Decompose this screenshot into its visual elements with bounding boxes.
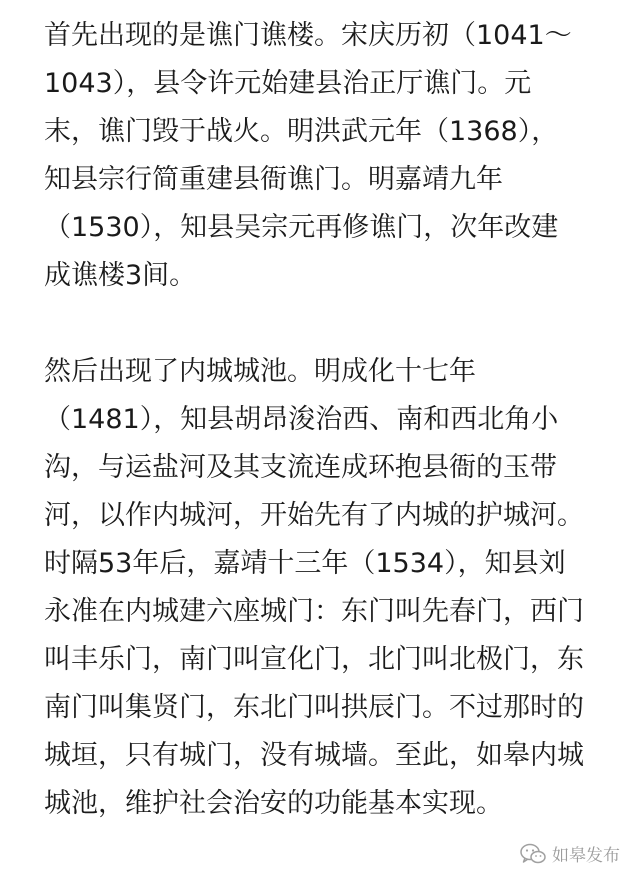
article-body	[44, 12, 604, 828]
text-line: （1481），知县胡昂浚治西、南和西北角小	[44, 404, 559, 435]
text-line: 永准在内城建六座城门：东门叫先春门，西门	[44, 596, 584, 627]
text-line: 南门叫集贤门，东北门叫拱辰门。不过那时的	[44, 692, 584, 723]
wechat-icon	[520, 843, 546, 865]
watermark-text: 如皋发布	[552, 846, 620, 866]
text-line: 城池，维护社会治安的功能基本实现。	[44, 788, 503, 819]
paragraph-spacer	[44, 300, 604, 348]
text-line: 知县宗行简重建县衙谯门。明嘉靖九年	[44, 164, 503, 195]
paragraph-2	[44, 348, 604, 828]
text-line: 时隔53年后，嘉靖十三年（1534），知县刘	[44, 548, 566, 579]
text-line: 1043），县令许元始建县治正厅谯门。元	[44, 68, 532, 99]
text-line: 末，谯门毁于战火。明洪武元年（1368），	[44, 116, 559, 147]
text-line: 河，以作内城河，开始先有了内城的护城河。	[44, 500, 584, 531]
text-line: （1530），知县吴宗元再修谯门，次年改建	[44, 212, 559, 243]
text-line: 首先出现的是谯门谯楼。宋庆历初（1041～	[44, 20, 572, 51]
text-line: 城垣，只有城门，没有城墙。至此，如皋内城	[44, 740, 584, 771]
text-line: 叫丰乐门，南门叫宣化门，北门叫北极门，东	[44, 644, 584, 675]
text-line: 沟，与运盐河及其支流连成环抱县衙的玉带	[44, 452, 557, 483]
source-watermark	[520, 841, 620, 866]
text-line: 然后出现了内城城池。明成化十七年	[44, 356, 476, 387]
paragraph-1	[44, 12, 604, 300]
text-line: 成谯楼3间。	[44, 260, 197, 291]
